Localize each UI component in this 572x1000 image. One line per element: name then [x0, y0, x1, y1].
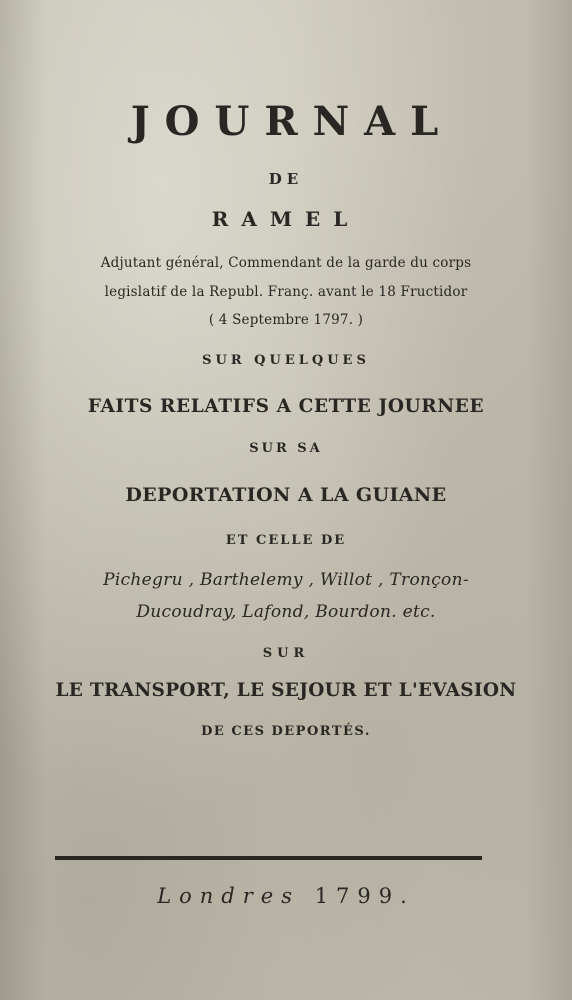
horizontal-rule [55, 856, 482, 860]
deportee-names-line-1: Pichegru , Barthelemy , Willot , Tronçon- [103, 570, 469, 590]
subtitle-sur: SUR [262, 646, 310, 661]
subtitle-sur-sa: SUR SA [249, 441, 323, 456]
title-preposition: DE [268, 170, 304, 188]
author-description-line-2: legislatif de la Republ. Franç. avant le 18 Fructidor [104, 284, 468, 300]
subtitle-sur-quelques: SUR QUELQUES [202, 353, 370, 368]
imprint-year: 1799. [314, 884, 415, 908]
deportee-names-line-2: Ducoudray, Lafond, Bourdon. etc. [136, 602, 436, 622]
book-title: JOURNAL [130, 98, 454, 145]
subtitle-transport: LE TRANSPORT, LE SEJOUR ET L'EVASION [55, 680, 517, 701]
imprint [0, 884, 572, 908]
author-name: RAMEL [211, 207, 361, 231]
imprint-place: Londres [157, 884, 300, 908]
subtitle-faits: FAITS RELATIFS A CETTE JOURNEE [87, 396, 485, 417]
author-description-line-1: Adjutant général, Commendant de la garde du corps [100, 255, 472, 271]
subtitle-deportation: DEPORTATION A LA GUIANE [125, 484, 447, 506]
subtitle-et-celle-de: ET CELLE DE [225, 533, 347, 548]
author-description-date: ( 4 Septembre 1797. ) [208, 312, 364, 328]
subtitle-des-deportes: DE CES DEPORTÉS. [201, 724, 371, 739]
